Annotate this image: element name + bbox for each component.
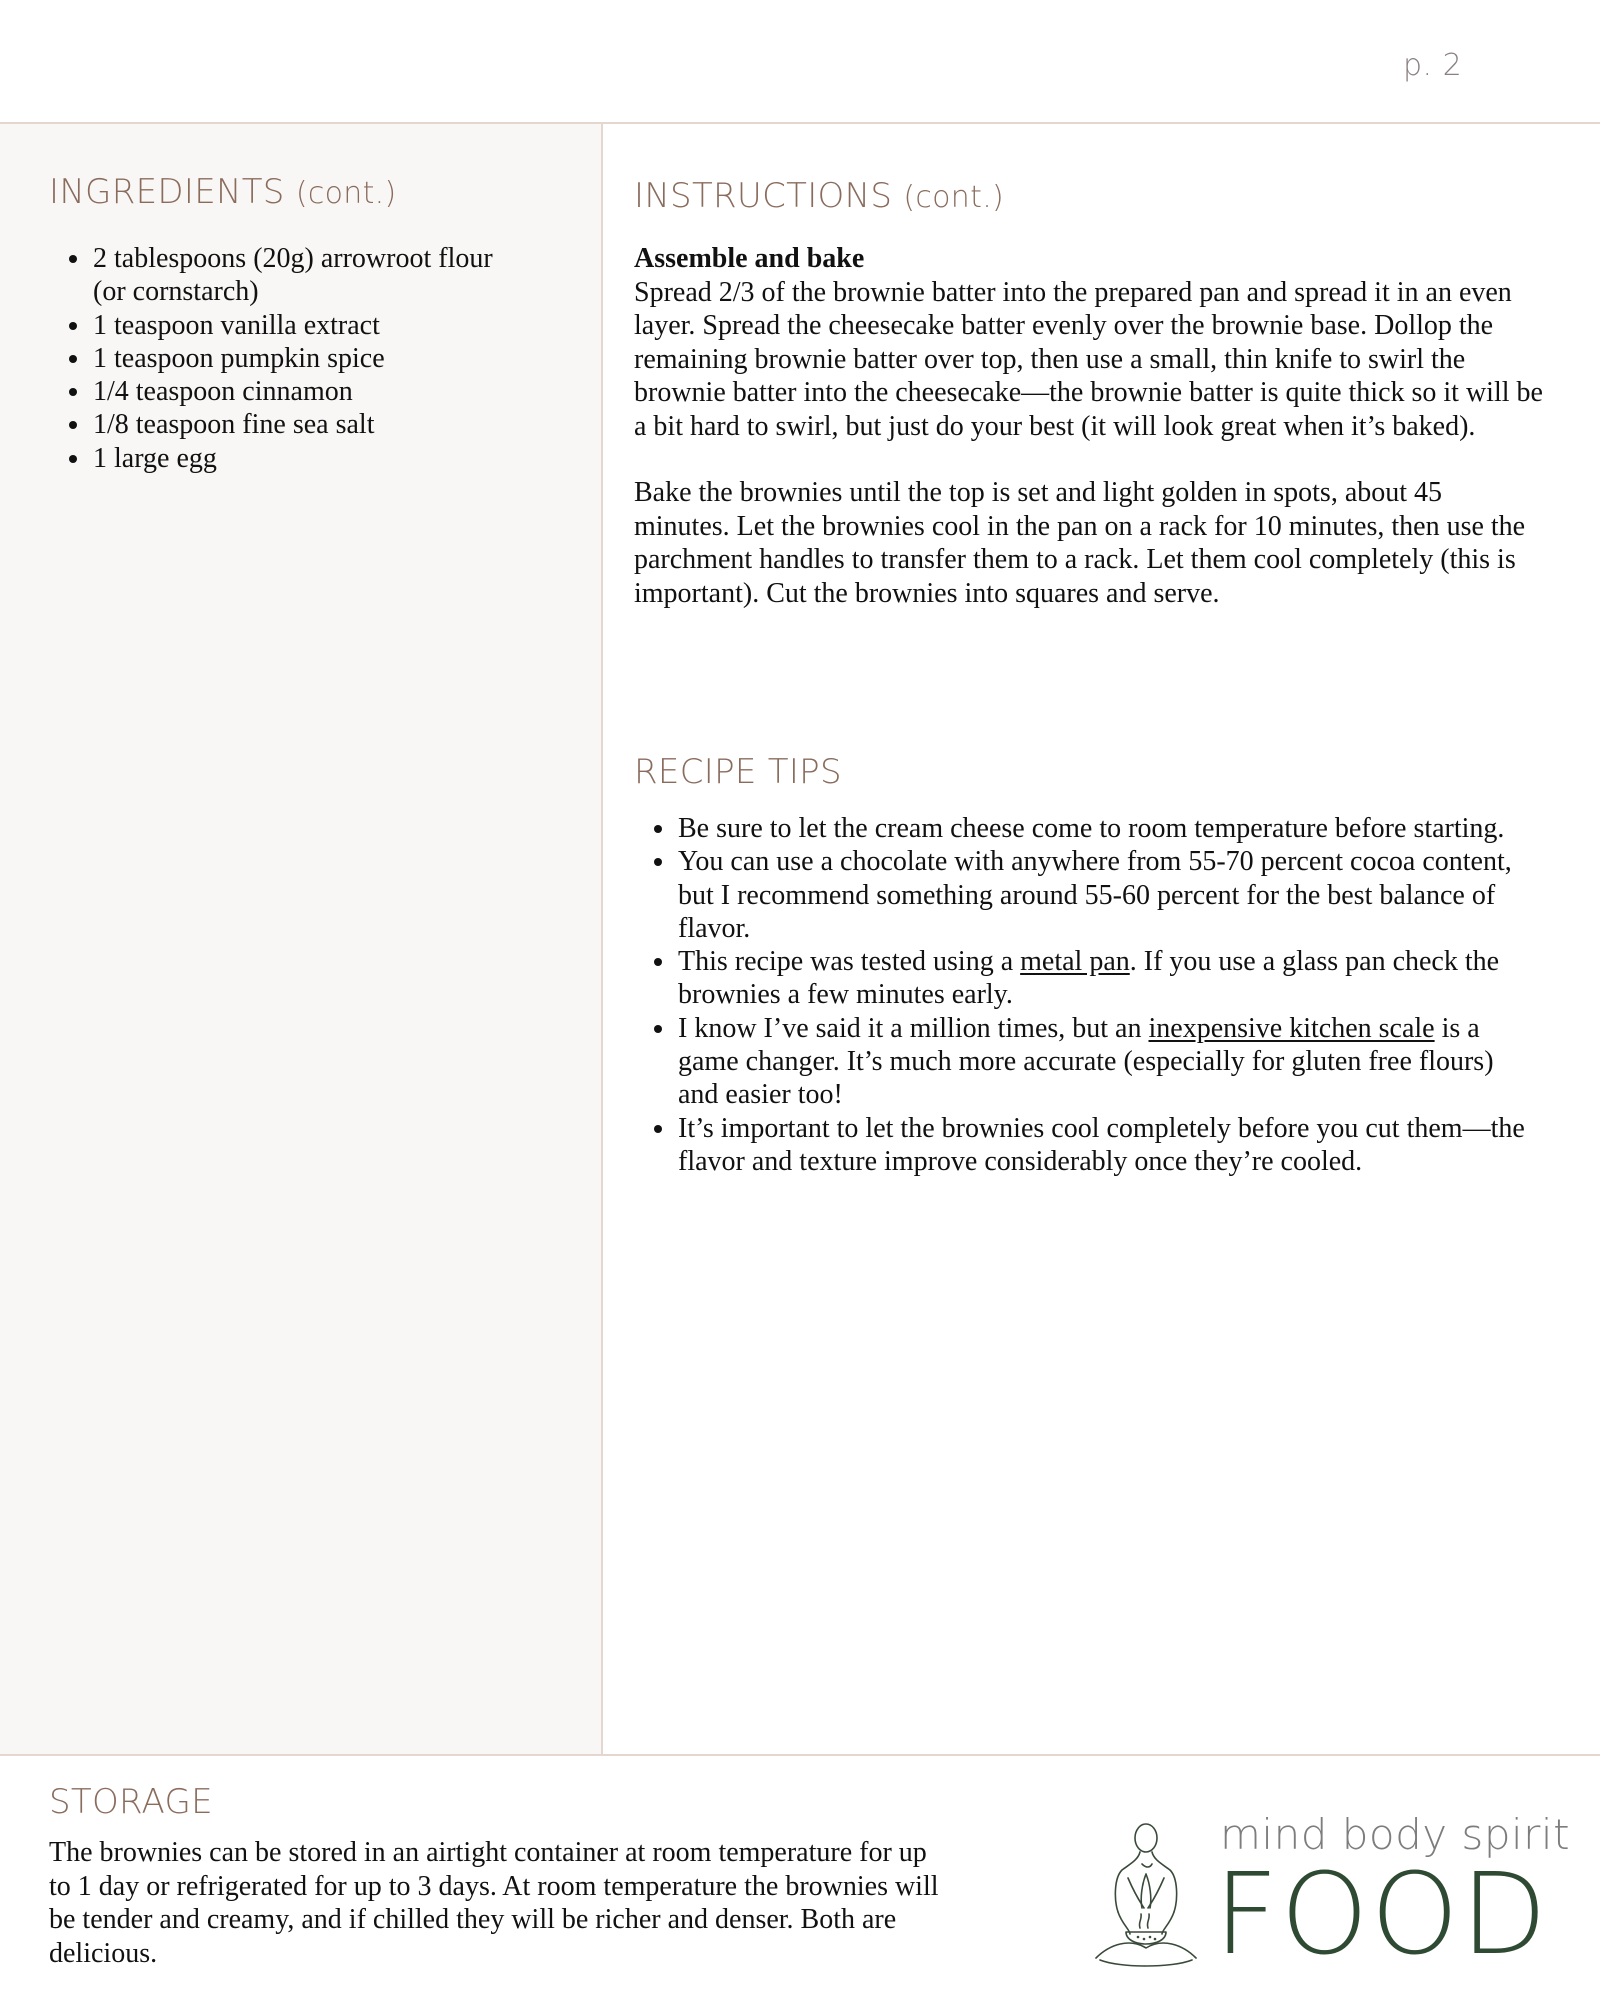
ingredients-cont: (cont.) bbox=[295, 176, 397, 211]
instructions-title: INSTRUCTIONS bbox=[634, 176, 893, 216]
ingredient-item: • 1 teaspoon pumpkin spice bbox=[92, 342, 531, 375]
storage-heading: STORAGE bbox=[49, 1782, 213, 1822]
ingredients-list bbox=[51, 242, 531, 475]
tip-text: . If you use a glass pan check the brownies a few minutes early. bbox=[678, 946, 1500, 1011]
ingredient-item: • 1 large egg bbox=[92, 442, 531, 475]
tips-heading: RECIPE TIPS bbox=[634, 752, 842, 792]
tip-item: • It’s important to let the brownies cool completely before you cut them—the flavor and texture improve considerably once they’re cooled. bbox=[677, 1112, 1536, 1179]
ingredient-item: • 2 tablespoons (20g) arrowroot flour (or cornstarch) bbox=[92, 242, 531, 309]
logo-tagline: mind body spirit bbox=[1220, 1810, 1571, 1859]
metal-pan-link[interactable]: metal pan bbox=[1020, 946, 1130, 978]
storage-text: The brownies can be stored in an airtight container at room temperature for up to 1 day or refrigerated for up to 3 days. At room temperature the brownies will be tender and creamy, and if chilled they will be richer and denser. Both are delicious. bbox=[49, 1837, 939, 1969]
tip-text: is a game changer. It’s much more accurate (especially for gluten free flours) and easier too! bbox=[678, 1012, 1494, 1111]
tip-item bbox=[677, 1012, 1536, 1112]
assemble-subheading: Assemble and bake bbox=[634, 243, 865, 274]
ingredients-panel bbox=[0, 124, 603, 1754]
instructions-paragraph: Spread 2/3 of the brownie batter into the prepared pan and spread it in an even layer. Spread the cheesecake batter evenly over the brownie base. Dollop the remaining brownie batter over top, then use a small, thin knife to swirl the brownie batter into the cheesecake—the brownie batter is quite thick so it will be a bit hard to swirl, but just do your best (it will look great when it’s baked). bbox=[634, 276, 1543, 442]
tip-item: • You can use a chocolate with anywhere from 55-70 percent cocoa content, but I recommend something around 55-60 percent for the best balance of flavor. bbox=[677, 845, 1536, 945]
brand-logo bbox=[1090, 1808, 1571, 1988]
tip-item bbox=[677, 945, 1536, 1012]
ingredients-heading bbox=[49, 172, 396, 212]
ingredient-item: • 1 teaspoon vanilla extract bbox=[92, 309, 531, 342]
kitchen-scale-link[interactable]: inexpensive kitchen scale bbox=[1148, 1012, 1435, 1044]
bottom-divider bbox=[0, 1754, 1600, 1756]
ingredient-item: • 1/8 teaspoon fine sea salt bbox=[92, 408, 531, 441]
instructions-heading bbox=[634, 176, 1004, 216]
tip-text: This recipe was tested using a bbox=[678, 946, 1021, 978]
page-number: p. 2 bbox=[1403, 48, 1463, 83]
meditating-person-icon bbox=[1090, 1808, 1200, 1988]
tips-list bbox=[636, 812, 1536, 1178]
ingredients-title: INGREDIENTS bbox=[49, 172, 285, 212]
ingredient-item: • 1/4 teaspoon cinnamon bbox=[92, 375, 531, 408]
instructions-paragraph: Bake the brownies until the top is set and light golden in spots, about 45 minutes. Let the brownies cool in the pan on a rack for 10 minutes, then use the parchment handles to transfer them to a rack. Let them cool completely (this is important). Cut the brownies into squares and serve. bbox=[634, 477, 1526, 609]
tip-text: I know I’ve said it a million times, but an bbox=[678, 1012, 1149, 1044]
instructions-cont: (cont.) bbox=[903, 180, 1005, 215]
logo-wordmark: FOOD bbox=[1214, 1850, 1549, 1980]
tip-item: • Be sure to let the cream cheese come to room temperature before starting. bbox=[677, 812, 1536, 845]
